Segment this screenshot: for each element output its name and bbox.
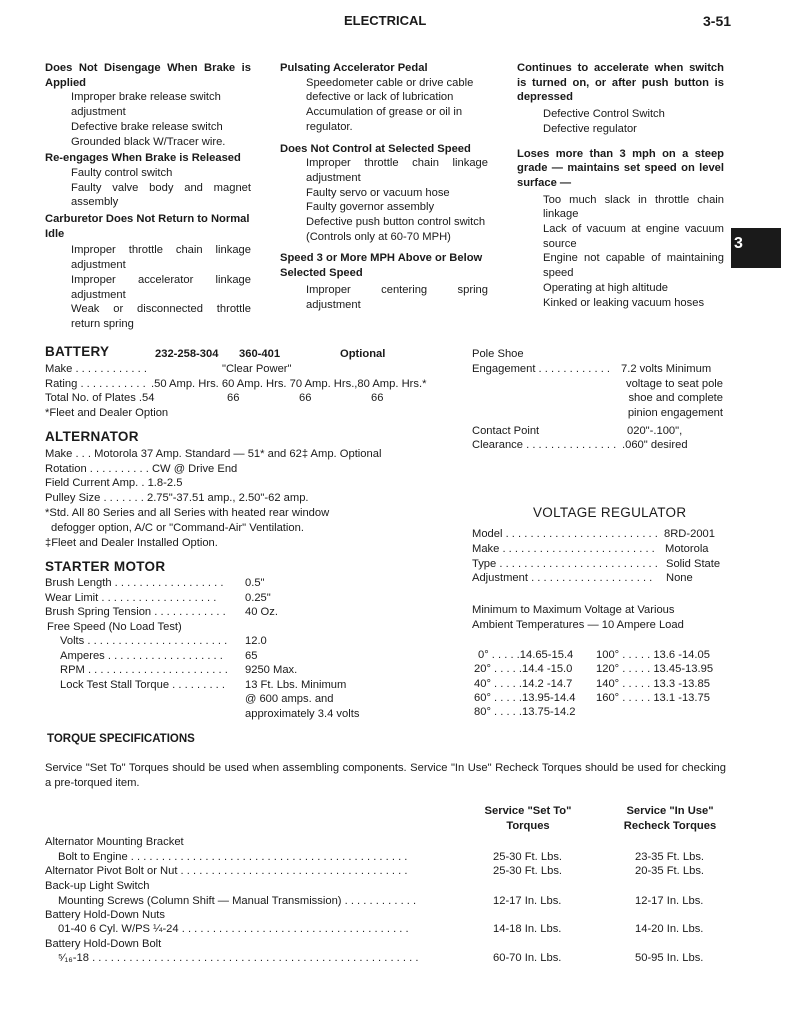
col1-item: Faulty valve body and magnet assembly	[71, 181, 251, 209]
col1-item: Weak or disconnected throttle return spring	[71, 303, 251, 330]
col3-item: Lack of vacuum at engine vacuum source	[543, 223, 724, 250]
starter-value: 0.25"	[245, 592, 271, 604]
pole-shoe-value-line: shoe and complete	[628, 392, 723, 405]
vr-label: Type . . . . . . . . . . . . . . . . . . . . . . . . . .	[472, 558, 658, 570]
vr-value: Motorola	[665, 543, 709, 555]
vr-label: Adjustment . . . . . . . . . . . . . . . . . . . .	[472, 572, 653, 584]
vr-range-title: Minimum to Maximum Voltage at Various	[472, 604, 675, 616]
vr-temp-row: 120° . . . . . 13.45-13.95	[596, 663, 714, 675]
col3-item: Operating at high altitude	[543, 281, 669, 294]
vr-temp-row: 20° . . . . .14.4 -15.0	[474, 663, 573, 675]
pole-shoe-value-line: 7.2 volts Minimum	[621, 363, 712, 375]
col3-item: Kinked or leaking vacuum hoses	[543, 296, 705, 309]
torque-col-set-to-line: Torques	[506, 819, 550, 832]
starter-value: @ 600 amps. and	[245, 693, 334, 705]
starter-value: 0.5"	[245, 577, 265, 589]
battery-plates-label: Total No. of Plates .54	[45, 392, 155, 404]
col2-item: Improper centering spring adjustment	[306, 283, 488, 311]
vr-temp-row: 40° . . . . .14.2 -14.7	[474, 678, 573, 690]
battery-make-value: "Clear Power"	[222, 363, 292, 375]
vr-value: Solid State	[666, 558, 721, 570]
torque-set-value: 25-30 Ft. Lbs.	[493, 851, 563, 863]
col2-item: Defective push button control switch	[306, 216, 486, 229]
battery-col-header: 232-258-304	[155, 348, 219, 360]
torque-use-value: 12-17 In. Lbs.	[635, 895, 704, 907]
torque-use-value: 20-35 Ft. Lbs.	[635, 865, 705, 877]
col3-item: Engine not capable of maintaining speed	[543, 252, 724, 280]
alternator-line: Pulley Size . . . . . . . 2.75"-37.51 amp., 2.50"-62 amp.	[45, 492, 309, 504]
col3-heading-2: Loses more than 3 mph on a steep grade — maintains set speed on level surface —	[517, 147, 724, 189]
col1-heading-1: Does Not Disengage When Brake is Applied	[45, 62, 251, 89]
battery-col-header: 360-401	[239, 348, 281, 360]
alternator-line: defogger option, A/C or "Command-Air" Ventilation.	[51, 522, 304, 534]
alternator-line: Make . . . Motorola 37 Amp. Standard — 51* and 62‡ Amp. Optional	[45, 448, 382, 460]
col2-item: Speedometer cable or drive cable defective or lack of lubrication	[306, 76, 474, 104]
torque-col-set-to-line: Service "Set To"	[484, 805, 572, 817]
col1-heading-3: Carburetor Does Not Return to Normal Idle	[45, 213, 250, 240]
starter-label: Brush Length . . . . . . . . . . . . . . . . . .	[45, 577, 224, 589]
starter-title: STARTER MOTOR	[45, 559, 166, 574]
col2-item: (Controls only at 60-70 MPH)	[306, 230, 451, 243]
col1-item: Improper throttle chain linkage adjustment	[71, 244, 251, 272]
chapter-tab	[731, 228, 781, 268]
col2-item: Accumulation of grease or oil in regulator.	[306, 106, 463, 133]
col1-item: Faulty control switch	[71, 166, 173, 179]
starter-label: Amperes . . . . . . . . . . . . . . . . . . .	[60, 650, 223, 662]
starter-value: 12.0	[245, 635, 267, 647]
torque-set-value: 14-18 In. Lbs.	[493, 923, 562, 935]
vr-temp-row: 0° . . . . .14.65-15.4	[478, 649, 574, 661]
pole-shoe-label: Engagement . . . . . . . . . . . .	[472, 363, 611, 375]
col2-item: Faulty governor assembly	[306, 201, 435, 214]
torque-item: Battery Hold-Down Nuts	[45, 909, 165, 921]
vr-value: None	[666, 572, 693, 584]
col1-item: Grounded black W/Tracer wire.	[71, 135, 226, 148]
torque-item: Battery Hold-Down Bolt	[45, 938, 162, 950]
alternator-line: Field Current Amp. . 1.8-2.5	[45, 477, 183, 489]
col3-item: Defective Control Switch	[543, 108, 665, 121]
battery-note: *Fleet and Dealer Option	[45, 407, 169, 419]
chapter-tab-label: 3	[734, 235, 743, 252]
col2-item: Faulty servo or vacuum hose	[306, 186, 450, 199]
page-number: 3-51	[703, 13, 732, 29]
vr-value: 8RD-2001	[664, 528, 715, 540]
torque-use-value: 23-35 Ft. Lbs.	[635, 851, 705, 863]
alternator-title: ALTERNATOR	[45, 429, 139, 444]
col2-heading-1: Pulsating Accelerator Pedal	[280, 62, 428, 74]
torque-item: Alternator Mounting Bracket	[45, 836, 184, 848]
diagnosis-column-3	[517, 61, 724, 310]
battery-plates-value: 66	[299, 392, 312, 404]
torque-item: Bolt to Engine . . . . . . . . . . . . . . . . . . . . . . . . . . . . . . . . . . . . . . . . . . . . .	[58, 851, 408, 863]
contact-point-value: .060" desired	[622, 439, 688, 451]
col3-heading-1: Continues to accelerate when switch is turned on, or after push button is depressed	[517, 62, 724, 104]
starter-value: 13 Ft. Lbs. Minimum	[245, 679, 347, 691]
starter-label: Free Speed (No Load Test)	[47, 621, 182, 633]
contact-point-label: Clearance . . . . . . . . . . . . . . .	[472, 439, 617, 451]
vr-temp-row: 80° . . . . .13.75-14.2	[474, 706, 576, 718]
section-title: ELECTRICAL	[344, 13, 427, 28]
torque-use-value: 14-20 In. Lbs.	[635, 923, 704, 935]
voltage-regulator-title: VOLTAGE REGULATOR	[533, 505, 687, 520]
starter-value: 9250 Max.	[245, 664, 298, 676]
torque-item: 01-40 6 Cyl. W/PS ¼-24 . . . . . . . . . . . . . . . . . . . . . . . . . . . . . . . . . . . . .	[58, 923, 409, 935]
battery-title: BATTERY	[45, 344, 110, 359]
col2-heading-3: Speed 3 or More MPH Above or Below Selected Speed	[280, 252, 483, 280]
vr-temp-row: 140° . . . . . 13.3 -13.85	[596, 678, 710, 690]
col1-item: Improper accelerator linkage adjustment	[71, 273, 251, 301]
torque-set-value: 60-70 In. Lbs.	[493, 952, 562, 964]
battery-rating-values: .50 Amp. Hrs. 60 Amp. Hrs. 70 Amp. Hrs.,80 Amp. Hrs.*	[151, 378, 427, 390]
pole-shoe-value-line: pinion engagement	[627, 407, 723, 420]
torque-item: Alternator Pivot Bolt or Nut . . . . . . . . . . . . . . . . . . . . . . . . . . . . . . . . . . . . .	[45, 865, 408, 877]
starter-label: RPM . . . . . . . . . . . . . . . . . . . . . . .	[60, 664, 228, 676]
diagnosis-column-2	[280, 61, 488, 312]
starter-value: 40 Oz.	[245, 606, 278, 618]
col1-item: Improper brake release switch adjustment	[71, 91, 221, 119]
starter-label: Volts . . . . . . . . . . . . . . . . . . . . . . .	[60, 635, 228, 647]
col1-heading-2: Re-engages When Brake is Released	[45, 152, 241, 165]
pole-shoe-value-line: voltage to seat pole	[625, 377, 723, 390]
torque-item: ⁵⁄₁₆-18 . . . . . . . . . . . . . . . . . . . . . . . . . . . . . . . . . . . . . . . . . . . . . . . . . . . . .	[58, 952, 419, 964]
starter-value: approximately 3.4 volts	[245, 708, 360, 720]
col1-item: Defective brake release switch	[71, 120, 223, 133]
col2-heading-2: Does Not Control at Selected Speed	[280, 142, 471, 155]
diagnosis-column-1	[45, 61, 251, 332]
alternator-line: ‡Fleet and Dealer Installed Option.	[45, 537, 218, 549]
starter-value: 65	[245, 650, 258, 662]
vr-range-subtitle: Ambient Temperatures — 10 Ampere Load	[472, 619, 684, 631]
vr-label: Make . . . . . . . . . . . . . . . . . . . . . . . . .	[472, 543, 655, 555]
vr-temp-row: 100° . . . . . 13.6 -14.05	[596, 649, 710, 661]
alternator-line: Rotation . . . . . . . . . . CW @ Drive End	[45, 463, 238, 475]
pole-shoe-value	[600, 362, 723, 421]
torque-use-value: 50-95 In. Lbs.	[635, 952, 704, 964]
battery-make-label: Make . . . . . . . . . . . .	[45, 363, 147, 375]
torque-col-in-use-line: Service "In Use"	[626, 805, 714, 817]
torque-set-value: 25-30 Ft. Lbs.	[493, 865, 563, 877]
vr-temp-row: 160° . . . . . 13.1 -13.75	[596, 692, 710, 704]
contact-point-range: 020"-.100",	[627, 425, 683, 437]
alternator-line: *Std. All 80 Series and all Series with heated rear window	[45, 507, 330, 519]
torque-col-in-use	[612, 804, 728, 833]
pole-shoe-title: Pole Shoe	[472, 348, 524, 360]
torque-col-in-use-line: Recheck Torques	[623, 819, 717, 832]
starter-label: Wear Limit . . . . . . . . . . . . . . . . . . .	[45, 592, 217, 604]
torque-col-set-to	[470, 804, 586, 833]
starter-label: Brush Spring Tension . . . . . . . . . . . .	[45, 606, 226, 618]
col3-item: Too much slack in throttle chain linkage	[543, 193, 724, 221]
vr-temp-row: 60° . . . . .13.95-14.4	[474, 692, 576, 704]
vr-label: Model . . . . . . . . . . . . . . . . . . . . . . . . .	[472, 528, 658, 540]
col2-item: Improper throttle chain linkage adjustment	[306, 157, 488, 184]
battery-plates-value: 66	[227, 392, 240, 404]
battery-rating-label: Rating . . . . . . . . . . .	[45, 378, 146, 390]
col3-item: Defective regulator	[543, 122, 637, 135]
torque-set-value: 12-17 In. Lbs.	[493, 895, 562, 907]
battery-plates-value: 66	[371, 392, 384, 404]
torque-title: TORQUE SPECIFICATIONS	[47, 733, 195, 745]
torque-intro: Service "Set To" Torques should be used when assembling components. Service "In Use" Recheck Torques should be used for checking a pre-torqued item.	[45, 762, 726, 789]
starter-label: Lock Test Stall Torque . . . . . . . . .	[60, 679, 225, 691]
battery-col-header: Optional	[340, 348, 386, 360]
torque-item: Mounting Screws (Column Shift — Manual Transmission) . . . . . . . . . . . .	[58, 895, 417, 907]
contact-point-title: Contact Point	[472, 425, 540, 437]
torque-item: Back-up Light Switch	[45, 880, 150, 892]
